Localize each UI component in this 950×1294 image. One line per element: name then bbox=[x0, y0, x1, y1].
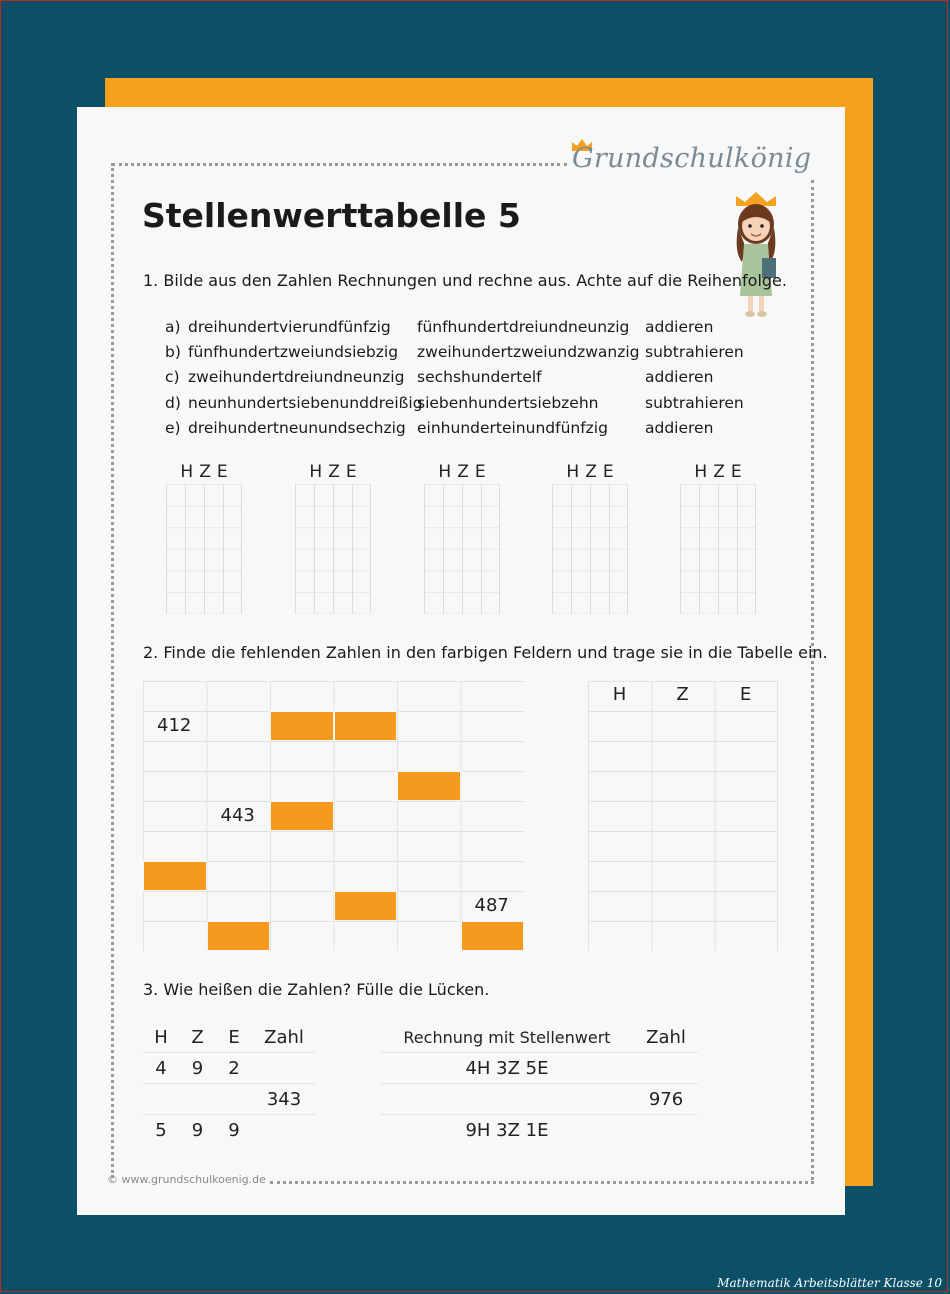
h-label: H bbox=[309, 462, 323, 482]
brand-logo: Grundschulkönig bbox=[572, 143, 812, 174]
cell-zahl[interactable] bbox=[634, 1115, 698, 1146]
image-caption: Mathematik Arbeitsblätter Klasse 10 bbox=[717, 1276, 942, 1290]
calc-grid[interactable] bbox=[680, 484, 756, 614]
item-label: e) bbox=[165, 418, 181, 437]
calc-grid[interactable] bbox=[295, 484, 371, 614]
footer-copyright: © www.grundschulkoenig.de bbox=[107, 1173, 266, 1186]
z-label: Z bbox=[585, 462, 597, 482]
cell-e[interactable]: 9 bbox=[216, 1115, 252, 1146]
cell-z[interactable] bbox=[179, 1084, 216, 1115]
h-header: H bbox=[612, 684, 627, 705]
e-label: E bbox=[216, 462, 228, 482]
cell-rechnung[interactable]: 4H 3Z 5E bbox=[380, 1053, 634, 1084]
colored-field[interactable] bbox=[207, 921, 271, 951]
hze-grid-3[interactable] bbox=[424, 462, 500, 488]
second-number-word: siebenhundertsiebzehn bbox=[417, 393, 599, 412]
cell-zahl[interactable] bbox=[634, 1053, 698, 1084]
place-value-table-right bbox=[380, 1022, 698, 1145]
calc-grid[interactable] bbox=[166, 484, 242, 614]
operation: subtrahieren bbox=[645, 393, 744, 412]
page-title: Stellenwerttabelle 5 bbox=[142, 196, 521, 235]
z-header: Z bbox=[676, 684, 689, 705]
second-number-word: zweihundertzweiundzwanzig bbox=[417, 343, 640, 362]
hze-grid-1[interactable] bbox=[166, 462, 242, 488]
operation: addieren bbox=[645, 368, 714, 387]
table-row bbox=[143, 1084, 316, 1115]
colored-field[interactable] bbox=[143, 861, 207, 891]
e-header: E bbox=[739, 684, 752, 705]
colored-field[interactable] bbox=[334, 711, 398, 741]
colored-field[interactable] bbox=[461, 921, 525, 951]
table-header-row bbox=[380, 1022, 698, 1053]
e-header: E bbox=[228, 1026, 240, 1048]
puzzle-number: 443 bbox=[220, 805, 255, 826]
hze-grid-2[interactable] bbox=[295, 462, 371, 488]
girl-with-crown-icon bbox=[728, 192, 784, 322]
table-header-row bbox=[143, 1022, 316, 1053]
operation: addieren bbox=[645, 418, 714, 437]
dotted-border-right bbox=[811, 180, 814, 1180]
h-header: H bbox=[154, 1026, 168, 1048]
cell-z[interactable]: 9 bbox=[179, 1115, 216, 1146]
item-label: d) bbox=[165, 393, 181, 412]
cell-zahl[interactable] bbox=[252, 1053, 316, 1084]
item-label: c) bbox=[165, 368, 180, 387]
z-label: Z bbox=[713, 462, 725, 482]
table-row bbox=[380, 1115, 698, 1146]
e-label: E bbox=[730, 462, 742, 482]
table-row bbox=[143, 1053, 316, 1084]
task-1-prompt: 1. Bilde aus den Zahlen Rechnungen und rechne aus. Achte auf die Reihenfolge. bbox=[143, 271, 787, 290]
dotted-border-left bbox=[111, 163, 114, 1178]
first-number-word: neunhundertsiebenunddreißig bbox=[188, 393, 423, 412]
table-row bbox=[143, 1115, 316, 1146]
item-label: b) bbox=[165, 343, 181, 362]
h-label: H bbox=[180, 462, 194, 482]
cell-e[interactable]: 2 bbox=[216, 1053, 252, 1084]
h-label: H bbox=[438, 462, 452, 482]
cell-h[interactable] bbox=[143, 1084, 179, 1115]
table-row bbox=[380, 1084, 698, 1115]
cell-h[interactable]: 5 bbox=[143, 1115, 179, 1146]
first-number-word: fünfhundertzweiundsiebzig bbox=[188, 343, 399, 362]
e-label: E bbox=[474, 462, 486, 482]
zahl-header: Zahl bbox=[264, 1026, 304, 1048]
colored-field[interactable] bbox=[397, 771, 461, 801]
e-label: E bbox=[602, 462, 614, 482]
cell-zahl[interactable] bbox=[252, 1115, 316, 1146]
item-label: a) bbox=[165, 318, 181, 336]
dotted-border-top bbox=[112, 163, 567, 166]
place-value-table-left bbox=[143, 1022, 316, 1145]
operation: subtrahieren bbox=[645, 343, 744, 362]
cell-rechnung[interactable] bbox=[380, 1084, 634, 1115]
puzzle-number: 487 bbox=[474, 895, 509, 916]
z-label: Z bbox=[328, 462, 340, 482]
first-number-word: dreihundertneunundsechzig bbox=[188, 418, 406, 437]
calc-grid[interactable] bbox=[552, 484, 628, 614]
answer-place-value-table[interactable] bbox=[588, 681, 778, 951]
second-number-word: fünfhundertdreiundneunzig bbox=[417, 318, 630, 336]
cell-zahl[interactable]: 976 bbox=[634, 1084, 698, 1115]
dotted-border-bottom bbox=[270, 1181, 814, 1184]
cell-zahl[interactable]: 343 bbox=[252, 1084, 316, 1115]
task-3-prompt: 3. Wie heißen die Zahlen? Fülle die Lücken. bbox=[143, 980, 490, 999]
cell-e[interactable] bbox=[216, 1084, 252, 1115]
e-label: E bbox=[345, 462, 357, 482]
h-label: H bbox=[566, 462, 580, 482]
task-2-prompt: 2. Finde die fehlenden Zahlen in den farbigen Feldern und trage sie in die Tabelle ein. bbox=[143, 643, 828, 662]
cell-h[interactable]: 4 bbox=[143, 1053, 179, 1084]
first-number-word: zweihundertdreiundneunzig bbox=[188, 368, 405, 387]
rechnung-header: Rechnung mit Stellenwert bbox=[403, 1027, 611, 1047]
calc-grid[interactable] bbox=[424, 484, 500, 614]
puzzle-number: 412 bbox=[157, 715, 192, 736]
hze-grid-5[interactable] bbox=[680, 462, 756, 488]
cell-z[interactable]: 9 bbox=[179, 1053, 216, 1084]
cell-rechnung[interactable]: 9H 3Z 1E bbox=[380, 1115, 634, 1146]
second-number-word: einhunderteinundfünfzig bbox=[417, 418, 608, 437]
hze-grid-4[interactable] bbox=[552, 462, 628, 488]
table-row bbox=[380, 1053, 698, 1084]
z-header: Z bbox=[191, 1026, 204, 1048]
first-number-word: dreihundertvierundfünfzig bbox=[188, 318, 391, 336]
z-label: Z bbox=[457, 462, 469, 482]
colored-field[interactable] bbox=[270, 711, 334, 741]
h-label: H bbox=[694, 462, 708, 482]
zahl-header: Zahl bbox=[646, 1026, 686, 1048]
number-puzzle-grid bbox=[143, 681, 524, 951]
z-label: Z bbox=[199, 462, 211, 482]
operation: addieren bbox=[645, 318, 714, 336]
colored-field[interactable] bbox=[334, 891, 398, 921]
colored-field[interactable] bbox=[270, 801, 334, 831]
second-number-word: sechshundertelf bbox=[417, 368, 542, 387]
